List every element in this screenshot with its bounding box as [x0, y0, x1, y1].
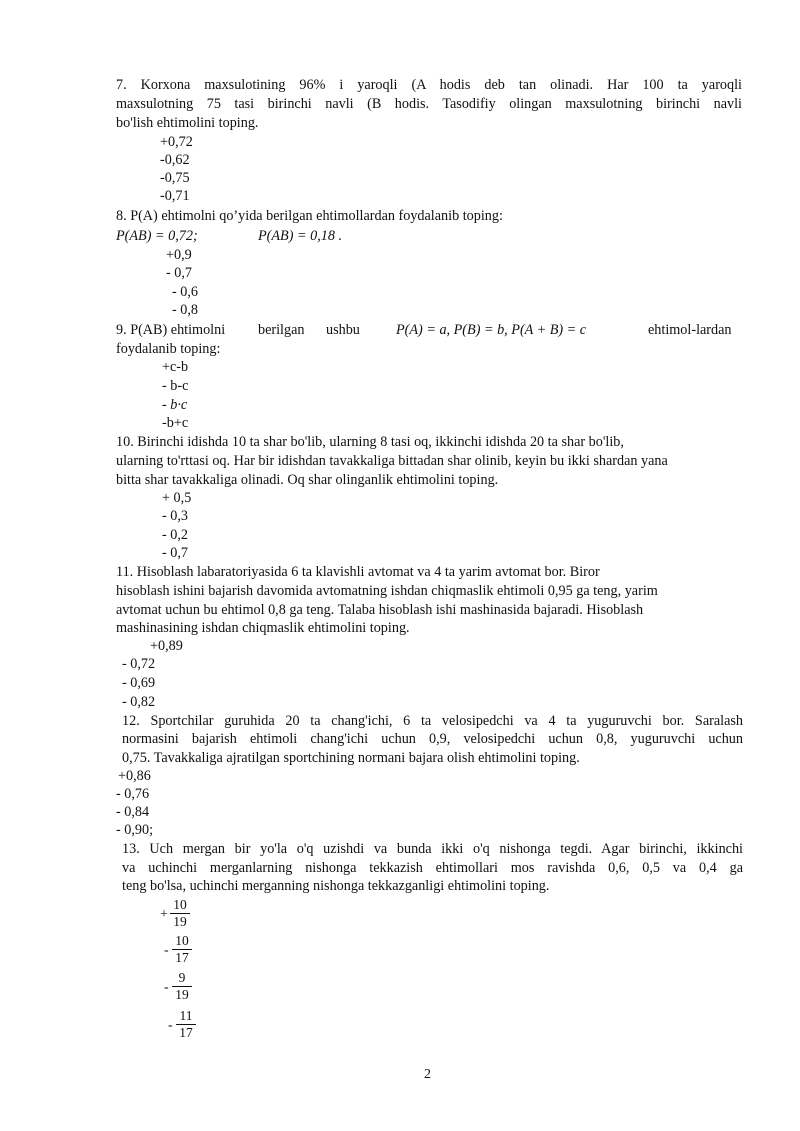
- q13-option-4-denominator: 17: [179, 1025, 193, 1040]
- q7-line-2: maxsulotning 75 tasi birinchi navli (B hodis. Tasodifiy olingan maxsulotning birinchi navli: [116, 96, 742, 112]
- q13-option-3-denominator: 19: [175, 987, 189, 1002]
- q11-option-3: - 0,69: [122, 675, 156, 691]
- q12-line-2: normasini bajarish ehtimoli chang'ichi uchun 0,9, velosipedchi uchun 0,8, yuguruvchi uchun: [122, 731, 743, 747]
- q13-line-3: teng bo'lsa, uchinchi merganning nishonga tekkazganligi ehtimolini toping.: [122, 878, 550, 894]
- q12-line-3: 0,75. Tavakkaliga ajratilgan sportchining normani bajara olish ehtimolini toping.: [122, 750, 580, 766]
- q8-option-4: - 0,8: [172, 302, 199, 318]
- q11-option-2: - 0,72: [122, 656, 156, 672]
- q13-option-1-fraction: [170, 897, 190, 930]
- q8-option-2: - 0,7: [166, 265, 193, 281]
- q9-option-4: -b+c: [162, 415, 189, 431]
- q11-line-4: mashinasining ishdan chiqmaslik ehtimolini toping.: [116, 620, 410, 636]
- q9-line-1-end: ehtimol-lardan: [648, 322, 732, 338]
- q11-line-1: 11. Hisoblash labaratoriyasida 6 ta klavishli avtomat va 4 ta yarim avtomat bor. Biror: [116, 564, 600, 580]
- q9-line-2: foydalanib toping:: [116, 341, 221, 357]
- q9-option-2: - b-c: [162, 378, 189, 394]
- q7-line-3: bo'lish ehtimolini toping.: [116, 115, 259, 131]
- q9-option-1: +c-b: [162, 359, 189, 375]
- q7-option-1: +0,72: [160, 134, 193, 150]
- q13-line-1: 13. Uch mergan bir yo'la o'q uzishdi va bunda ikki o'q nishonga tegdi. Agar birinchi, ikkinchi: [122, 841, 743, 857]
- q13-option-2-numerator: 10: [172, 933, 192, 950]
- q10-line-2: ularning to'rttasi oq. Har bir idishdan tavakkaliga bittadan shar olinib, keyin bu ikki shardan yana: [116, 453, 668, 469]
- q10-line-1: 10. Birinchi idishda 10 ta shar bo'lib, ularning 8 tasi oq, ikkinchi idishda 20 ta shar bo'lib,: [116, 434, 624, 450]
- q13-option-2-denominator: 17: [175, 950, 189, 965]
- q10-option-2: - 0,3: [162, 508, 189, 524]
- q8-option-1: +0,9: [166, 247, 192, 263]
- q13-option-3-sign: -: [164, 980, 169, 995]
- q12-line-1: 12. Sportchilar guruhida 20 ta chang'ichi, 6 ta velosipedchi va 4 ta yuguruvchi bor. Saralash: [122, 713, 743, 729]
- q9-line-1-word-3: ushbu: [326, 322, 360, 338]
- page-number: 2: [424, 1067, 431, 1082]
- q13-option-3-fraction: [172, 970, 192, 1003]
- q10-line-3: bitta shar tavakkaliga olinadi. Oq shar olinganlik ehtimolini toping.: [116, 472, 499, 488]
- q13-option-1-numerator: 10: [170, 897, 190, 914]
- q13-option-1-denominator: 19: [173, 914, 187, 929]
- q13-option-4-numerator: 11: [176, 1008, 196, 1025]
- q13-option-4-fraction: [176, 1008, 196, 1041]
- q11-option-4: - 0,82: [122, 694, 156, 710]
- q9-option-3: - b·c: [162, 397, 188, 413]
- q12-option-1: +0,86: [118, 768, 151, 784]
- q7-line-1: 7. Korxona maxsulotining 96% i yaroqli (A hodis deb tan olinadi. Har 100 ta yaroqli: [116, 77, 742, 93]
- q8-option-3: - 0,6: [172, 284, 199, 300]
- q13-option-3-numerator: 9: [172, 970, 192, 987]
- q13-line-2: va uchinchi merganlarning nishonga tekkazish ehtimollari mos ravishda 0,6, 0,5 va 0,4 ga: [122, 860, 743, 876]
- q11-line-2: hisoblash ishini bajarish davomida avtomatning ishdan chiqmaslik ehtimoli 0,95 ga teng, yarim: [116, 583, 658, 599]
- q7-option-2: -0,62: [160, 152, 190, 168]
- q12-option-3: - 0,84: [116, 804, 150, 820]
- q9-line-1-word-2: berilgan: [258, 322, 305, 338]
- q13-option-2-sign: -: [164, 943, 169, 958]
- q8-given-2: P(AB) = 0,18 .: [258, 228, 343, 244]
- q7-option-4: -0,71: [160, 188, 190, 204]
- q8-line-1: 8. P(A) ehtimolni qo’yida berilgan ehtimollardan foydalanib toping:: [116, 208, 503, 224]
- q13-option-2-fraction: [172, 933, 192, 966]
- q13-option-1-sign: +: [160, 907, 168, 922]
- q8-given-1: P(AB) = 0,72;: [116, 228, 198, 244]
- q7-option-3: -0,75: [160, 170, 190, 186]
- q10-option-1: + 0,5: [162, 490, 192, 506]
- q11-option-1: +0,89: [150, 638, 183, 654]
- q13-option-4-sign: -: [168, 1018, 173, 1033]
- q10-option-3: - 0,2: [162, 527, 189, 543]
- q11-line-3: avtomat uchun bu ehtimol 0,8 ga teng. Talaba hisoblash ishi mashinasida bajaradi. Hisoblash: [116, 602, 644, 618]
- q9-line-1-start: 9. P(AB) ehtimolni: [116, 322, 226, 338]
- q12-option-2: - 0,76: [116, 786, 150, 802]
- q9-formula: P(A) = a, P(B) = b, P(A + B) = c: [396, 322, 587, 338]
- q10-option-4: - 0,7: [162, 545, 189, 561]
- q12-option-4: - 0,90;: [116, 822, 154, 838]
